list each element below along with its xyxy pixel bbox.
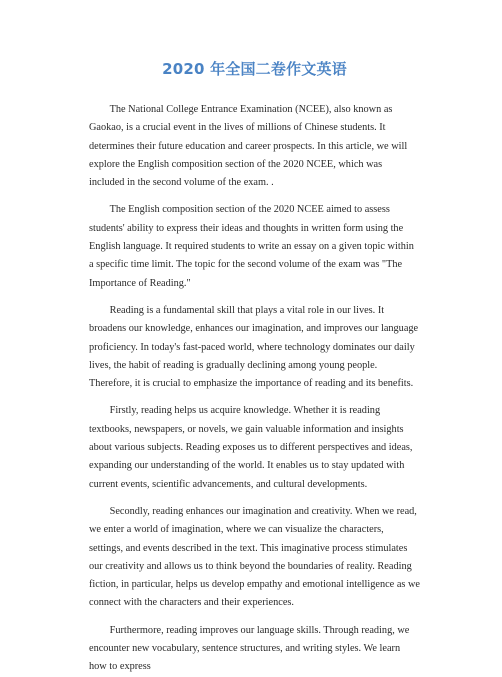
paragraph-language-skills: Furthermore, reading improves our language skills. Through reading, we encounter new vocabulary, sentence structures, and writing styles. We learn how to express: [89, 624, 410, 673]
paragraph-composition-section: The English composition section of the 2020 NCEE aimed to assess students' ability to express their ideas and thoughts in written form using the English language. It required students to write an essay on a given topic within a specific time limit. The topic for the second volume of the exam was "The Importance of Reading.": [89, 204, 414, 289]
paragraph-importance-of-reading: Reading is a fundamental skill that plays a vital role in our lives. It broadens our knowledge, enhances our imagination, and improves our language proficiency. In today's fast-paced world, where technology dominates our daily lives, the habit of reading is gradually declining among young people. Therefore, it is crucial to emphasize the importance of reading and its benefits.: [89, 304, 419, 390]
document-title: 2020 年全国二卷作文英语: [162, 60, 347, 78]
paragraph-imagination: Secondly, reading enhances our imagination and creativity. When we read, we enter a world of imagination, where we can visualize the characters, settings, and events described in the text. This imaginative process stimulates our creativity and allows us to think beyond the boundaries of reality. Reading fiction, in particular, helps us develop empathy and emotional intelligence as we connect with the characters and their experiences.: [89, 505, 420, 609]
paragraph-knowledge: Firstly, reading helps us acquire knowledge. Whether it is reading textbooks, newspapers, or novels, we gain valuable information and insights about various subjects. Reading exposes us to different perspectives and ideas, expanding our understanding of the world. It enables us to stay updated with current events, scientific advancements, and cultural developments.: [89, 405, 413, 490]
paragraph-intro: The National College Entrance Examination (NCEE), also known as Gaokao, is a crucial event in the lives of millions of Chinese students. It determines their future education and career prospects. In this article, we will explore the English composition section of the 2020 NCEE, which was included in the second volume of the exam. .: [89, 104, 408, 189]
